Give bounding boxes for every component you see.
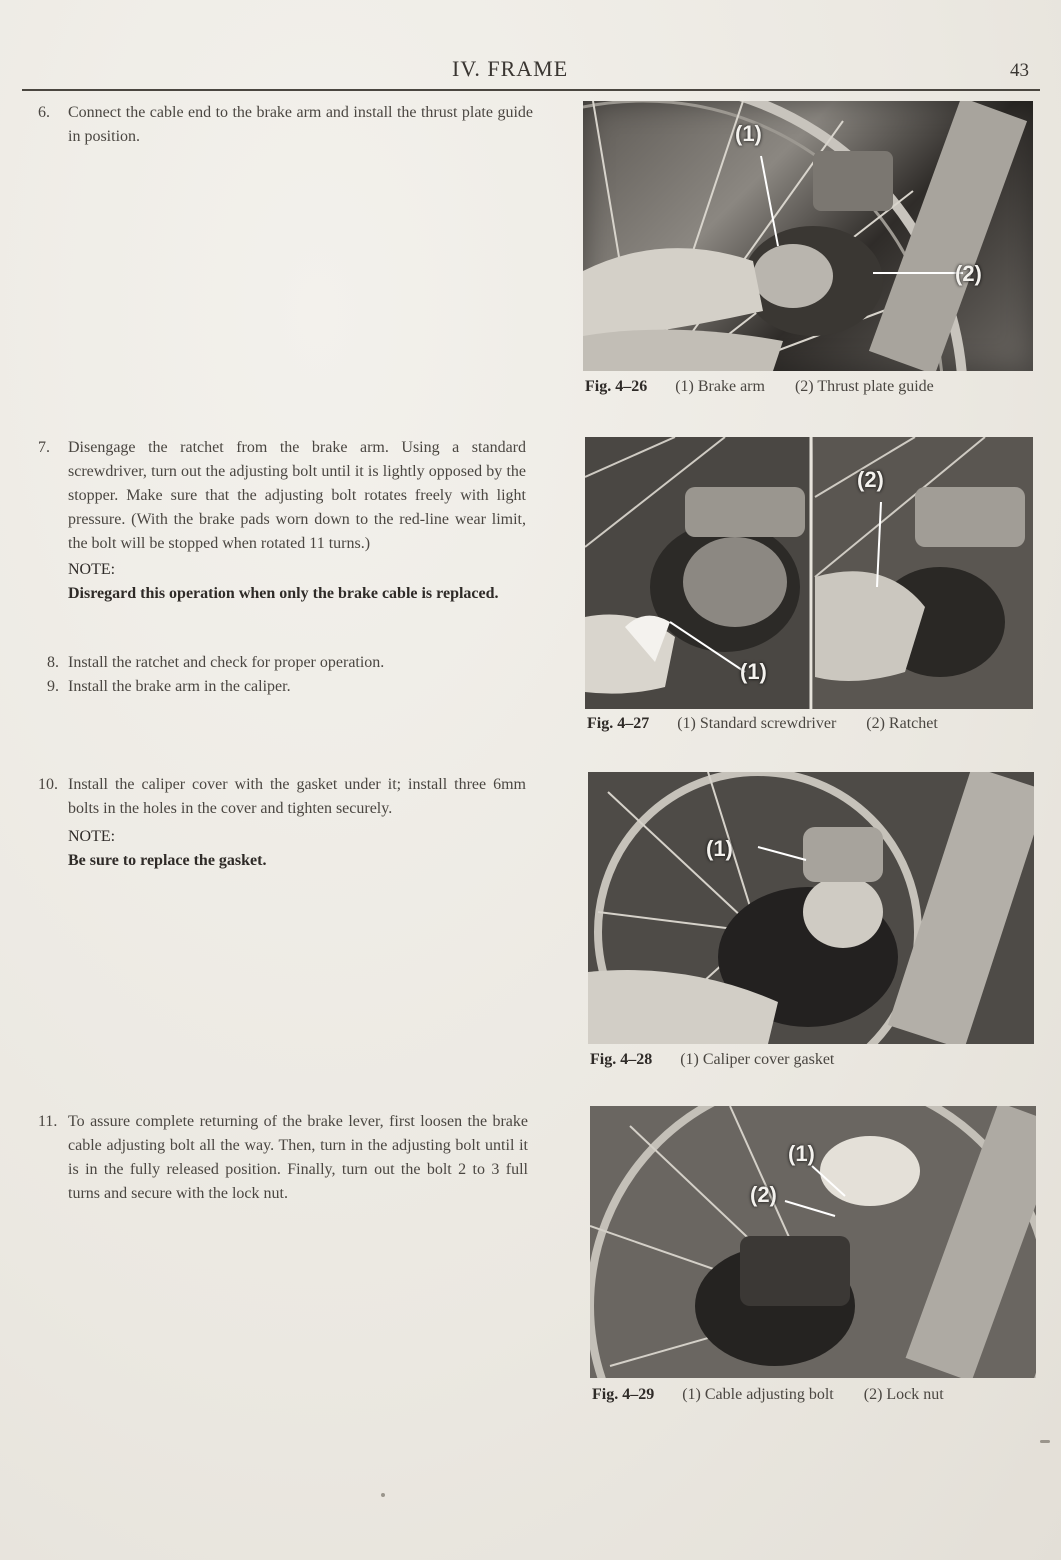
- step-text: Install the brake arm in the caliper.: [68, 678, 291, 695]
- header-rule: [22, 89, 1040, 91]
- figure-caption-4-29: [592, 1386, 944, 1404]
- step-text: Disengage the ratchet from the brake arm. Using a standard screwdriver, turn out the adjusting bolt until it is lightly opposed by the stopper. Make sure that the adjusting bolt rotates freely with light pressure. (With the brake pads worn down to the red-line wear limit, the bolt will be stopped when rotated 11 turns.): [68, 439, 526, 552]
- caption-label: (2) Thrust plate guide: [794, 378, 934, 395]
- step-8: [47, 651, 527, 675]
- figure-number: Fig. 4–29: [592, 1386, 655, 1403]
- figure-caption-4-27: [587, 715, 938, 733]
- caption-label: (2) Lock nut: [863, 1386, 944, 1403]
- page-number: 43: [1010, 60, 1029, 81]
- note-text: Be sure to replace the gasket.: [68, 852, 267, 869]
- step-6: [38, 101, 533, 149]
- step-number: 9.: [47, 678, 59, 695]
- step-number: 10.: [38, 776, 58, 793]
- step-10: [38, 773, 526, 873]
- callout-2: (2): [857, 467, 884, 492]
- figure-number: Fig. 4–26: [585, 378, 648, 395]
- callout-1: (1): [788, 1141, 815, 1166]
- step-text: To assure complete returning of the brake lever, first loosen the brake cable adjusting bolt all the way. Then, turn in the adjusting bolt until it is in the fully released position. Finally, turn out the bolt 2 to 3 full turns and secure with the lock nut.: [68, 1113, 528, 1202]
- callout-1: (1): [740, 659, 767, 684]
- photo-brake-arm: [583, 101, 1033, 371]
- step-number: 6.: [38, 104, 50, 121]
- photo-caliper-cover: [588, 772, 1034, 1044]
- step-11: [38, 1110, 528, 1206]
- note-text: Disregard this operation when only the brake cable is replaced.: [68, 585, 499, 602]
- step-number: 11.: [38, 1113, 58, 1130]
- caption-label: (1) Brake arm: [675, 378, 765, 395]
- photo-screwdriver-ratchet: [585, 437, 1033, 709]
- step-text: Connect the cable end to the brake arm and install the thrust plate guide in position.: [68, 104, 533, 145]
- step-text: Install the caliper cover with the gasket under it; install three 6mm bolts in the holes in the cover and tighten securely.: [68, 776, 526, 817]
- step-7: [38, 436, 526, 606]
- caption-label: (2) Ratchet: [866, 715, 938, 732]
- figure-number: Fig. 4–27: [587, 715, 650, 732]
- caption-label: (1) Caliper cover gasket: [680, 1051, 835, 1068]
- step-9: [47, 675, 527, 699]
- paper-speck: [381, 1493, 385, 1497]
- figure-number: Fig. 4–28: [590, 1051, 653, 1068]
- callout-1: (1): [706, 836, 733, 861]
- note-heading: NOTE:: [68, 828, 116, 845]
- step-text: Install the ratchet and check for proper operation.: [68, 654, 385, 671]
- figure-caption-4-26: [585, 378, 934, 396]
- figure-caption-4-28: [590, 1051, 834, 1069]
- caption-label: (1) Standard screwdriver: [677, 715, 837, 732]
- section-title: IV. FRAME: [452, 56, 569, 81]
- callout-1: (1): [735, 121, 762, 146]
- note-heading: NOTE:: [68, 561, 116, 578]
- step-number: 8.: [47, 654, 59, 671]
- callout-2: (2): [750, 1182, 777, 1207]
- step-number: 7.: [38, 439, 50, 456]
- paper-speck: [1040, 1440, 1050, 1443]
- callout-2: (2): [955, 261, 982, 286]
- photo-adjusting-bolt: [590, 1106, 1036, 1378]
- caption-label: (1) Cable adjusting bolt: [682, 1386, 834, 1403]
